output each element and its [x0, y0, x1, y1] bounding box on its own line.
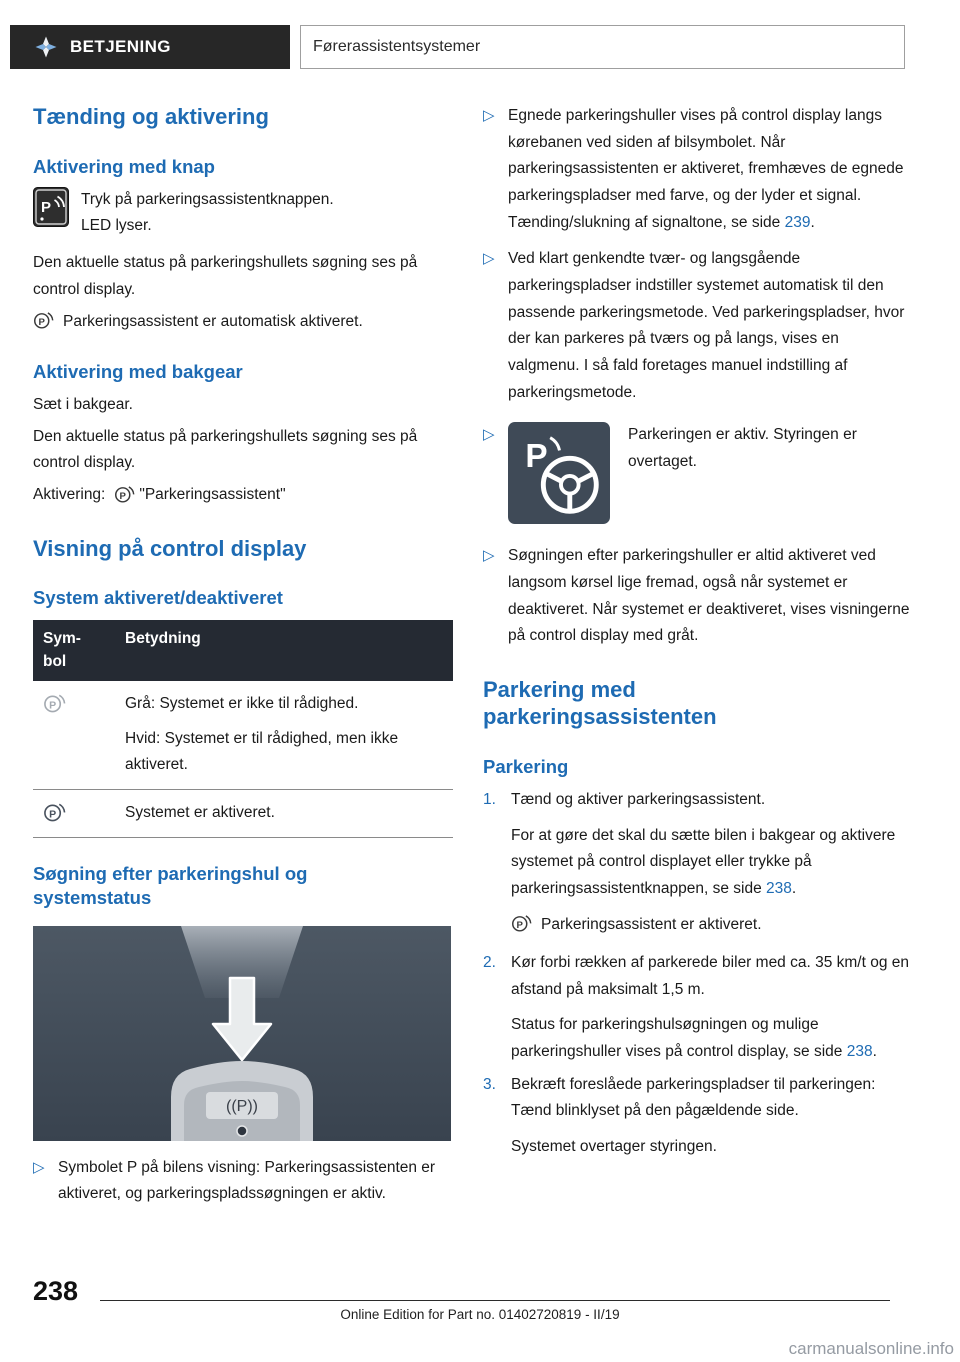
step1-subtext-body: For at gøre det skal du sætte bilen i bakgear og aktivere systemet på control displayet eller trykke på parkeringsassistentknappen, se side — [511, 826, 896, 897]
step2-subtext — [511, 1012, 911, 1065]
reverse-status-text: Den aktuelle status på parkeringshullets søgning ses på control display. — [33, 427, 418, 472]
content-area — [33, 103, 930, 1218]
step-item-1 — [483, 787, 911, 944]
chapter-title-box — [300, 25, 905, 69]
page-link-238[interactable]: 238 — [766, 879, 792, 897]
step-number: 1. — [483, 790, 496, 808]
step2-text: Kør forbi rækken af parkerede biler med ca. 35 km/t og en afstand på maksimalt 1,5 m. — [511, 954, 910, 998]
bullet-text: Egnede parkeringshuller vises på control display langs kørebanen ved siden af bilsymbolet. Når parkeringsassistenten er aktiveret, fremhæves de egnede parkeringspladser med farve, og der lyder et signal. Tænding/slukning af signaltone, se side — [508, 107, 904, 231]
page-header — [10, 25, 905, 69]
page-number: 238 — [33, 1276, 79, 1306]
table-row1-text1: Grå: Systemet er ikke til rådighed. — [125, 694, 359, 712]
parking-assist-active-icon — [43, 800, 66, 823]
page-link-239[interactable]: 239 — [784, 213, 811, 231]
step1-subtext-suffix: . — [791, 879, 797, 897]
auto-activated-line — [33, 309, 453, 336]
bullet-symbol-text: Symbolet P på bilens visning: Parkeringsassistenten er aktiveret, og parkeringspladssøgningen er aktiv. — [58, 1158, 436, 1203]
heading-ignition-activation: Tænding og aktivering — [33, 104, 269, 129]
section-badge-label: BETJENING — [70, 37, 171, 56]
section-badge — [10, 25, 290, 69]
parking-assist-icon — [114, 483, 135, 504]
heading-search-status: Søgning efter parkeringshul og systemstatus — [33, 862, 308, 908]
heading-parking-with-assistant: Parkering med parkeringsassistenten — [483, 676, 717, 730]
svg-text:P: P — [525, 438, 548, 476]
heading-control-display: Visning på control display — [33, 535, 307, 561]
button-instruction — [33, 187, 453, 240]
triangle-bullet-icon: ▷ — [33, 1158, 45, 1176]
bullet-parking-method: Ved klart genkendte tvær- og langsgående parkeringspladser indstiller systemet automatisk til den passende parkeringsmetode. Ved parkeringspladser, hvor der kan parkeres på tværs og på langs, vises en valgmenu. I så fald foretages manuel indstilling af parkeringsmetode. — [508, 250, 905, 401]
bullet-text-suffix: . — [810, 213, 815, 231]
table-row — [33, 789, 453, 837]
step-item-3 — [483, 1072, 911, 1161]
page-link-238[interactable]: 238 — [846, 1043, 873, 1061]
bullet-suitable-spaces — [508, 103, 911, 236]
bullet-item — [483, 543, 911, 650]
symbol-table — [33, 620, 453, 838]
table-row2-text1: Systemet er aktiveret. — [125, 803, 275, 821]
parking-active-steering-icon — [508, 422, 610, 529]
heading-parking: Parkering — [483, 755, 569, 777]
table-header-symbol-line2: bol — [43, 652, 67, 670]
svg-text:P: P — [119, 490, 126, 502]
step3-subtext: Systemet overtager styringen. — [511, 1138, 717, 1156]
parking-search-illustration — [33, 926, 451, 1141]
parking-assist-icon — [511, 912, 532, 933]
bullet-item — [483, 103, 911, 236]
table-row — [33, 681, 453, 789]
activation-value: "Parkeringsassistent" — [139, 485, 286, 503]
triangle-bullet-icon: ▷ — [483, 426, 495, 444]
parking-assist-button-icon — [33, 187, 69, 240]
footer-rule — [100, 1300, 890, 1301]
svg-text:P: P — [40, 198, 52, 216]
step-number: 2. — [483, 954, 496, 972]
bullet-item — [483, 246, 911, 406]
heading-activation-button: Aktivering med knap — [33, 155, 215, 177]
right-column — [483, 103, 911, 1218]
table-header-meaning — [115, 620, 453, 681]
step3-text: Bekræft foreslåede parkeringspladser til parkeringen: Tænd blinklyset på den pågældende side. — [511, 1075, 876, 1120]
activation-label: Aktivering: — [33, 485, 106, 503]
step1-text: Tænd og aktiver parkeringsassistent. — [511, 790, 766, 808]
step1-activated-text: Parkeringsassistent er aktiveret. — [541, 915, 762, 933]
heading-system-state: System aktiveret/deaktiveret — [33, 587, 283, 608]
step1-activated-line — [511, 912, 911, 939]
heading-activation-reverse: Aktivering med bakgear — [33, 360, 243, 382]
step2-subtext-suffix: . — [872, 1043, 877, 1061]
left-column — [33, 103, 453, 1218]
chapter-title: Førerassistentsystemer — [313, 38, 481, 55]
step1-subtext — [511, 823, 911, 903]
table-header-symbol-line1: Sym- — [43, 630, 81, 648]
parking-assist-icon — [33, 309, 54, 330]
step2-subtext-body: Status for parkeringshulsøgningen og mulige parkeringshuller vises på control display, se side — [511, 1016, 847, 1061]
symbol-cell — [33, 681, 115, 789]
step-number: 3. — [483, 1075, 496, 1093]
symbol-cell — [33, 789, 115, 837]
step-item-2 — [483, 950, 911, 1066]
parking-assist-gray-icon — [43, 691, 66, 714]
page-footer — [0, 1276, 960, 1362]
activation-line — [33, 482, 453, 509]
edition-note: Online Edition for Part no. 01402720819 - II/19 — [340, 1307, 620, 1322]
status-search-text: Den aktuelle status på parkeringshullets søgning ses på control display. — [33, 253, 418, 298]
button-instruction-line1: Tryk på parkeringsassistentknappen. — [81, 190, 334, 208]
table-row1-text2: Hvid: Systemet er til rådighed, men ikke aktiveret. — [125, 729, 399, 774]
bullet-parking-active-text: Parkeringen er aktiv. Styringen er overtaget. — [628, 426, 857, 470]
triangle-bullet-icon: ▷ — [483, 250, 495, 268]
meaning-cell — [115, 789, 453, 837]
bullet-item-parking-active — [483, 422, 911, 529]
button-instruction-text — [81, 187, 334, 240]
triangle-bullet-icon: ▷ — [483, 107, 495, 124]
table-header-symbol — [33, 620, 115, 681]
brand-propeller-icon — [34, 35, 58, 59]
button-instruction-line2: LED lyser. — [81, 217, 152, 235]
table-header-row — [33, 620, 453, 681]
svg-text:P: P — [38, 316, 45, 328]
auto-activated-text: Parkeringsassistent er automatisk aktiveret. — [63, 313, 363, 331]
reverse-step-text: Sæt i bakgear. — [33, 395, 133, 413]
svg-text:P: P — [49, 699, 57, 712]
table-header-meaning-label: Betydning — [125, 630, 201, 648]
triangle-bullet-icon: ▷ — [483, 547, 495, 565]
bullet-item — [33, 1155, 453, 1208]
watermark: carmanualsonline.info — [788, 1339, 954, 1358]
meaning-cell — [115, 681, 453, 789]
bullet-search-always-on: Søgningen efter parkeringshuller er altid aktiveret ved langsom kørsel lige fremad, også når systemet er deaktiveret. Når systemet er deaktiveret, vises visningerne på control display med gråt. — [508, 547, 910, 645]
figure-parking-symbol: ((P)) — [226, 1097, 258, 1115]
svg-text:P: P — [49, 808, 57, 821]
svg-text:P: P — [516, 919, 523, 931]
